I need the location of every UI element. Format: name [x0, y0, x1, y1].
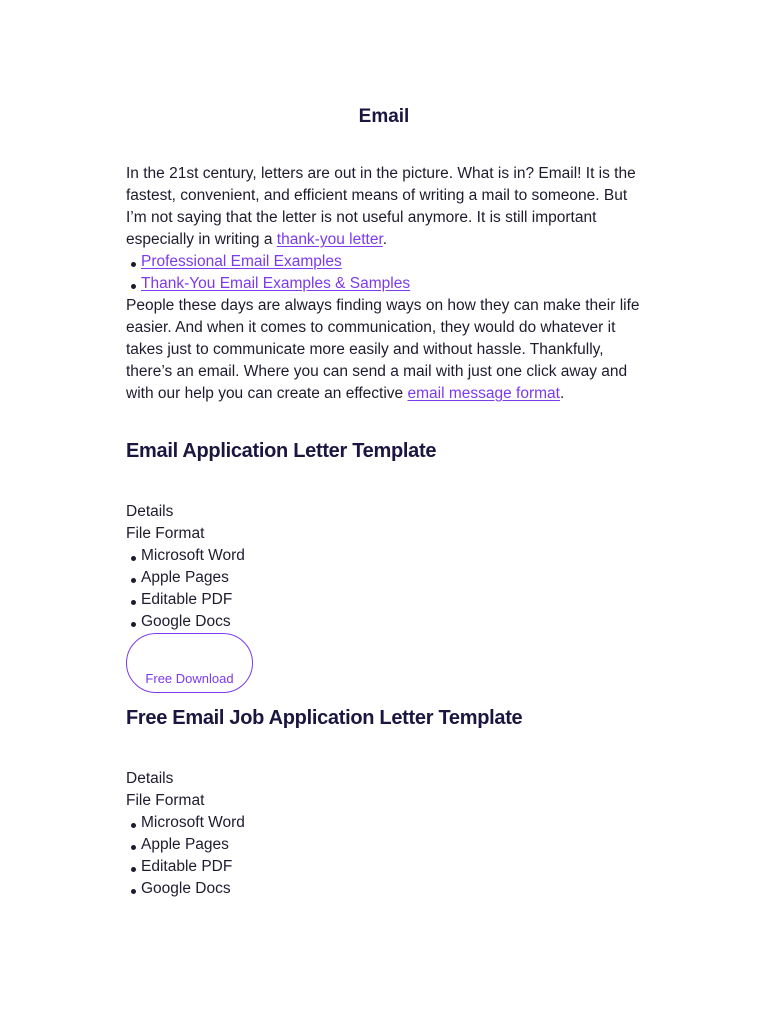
- intro-paragraph: [126, 163, 646, 251]
- free-download-label: Free Download: [145, 671, 234, 686]
- template-section-2: [126, 704, 686, 900]
- list-item: Apple Pages: [126, 567, 686, 589]
- details-label: Details: [126, 503, 174, 520]
- intro-text: In the 21st century, letters are out in the picture. What is in? Email! It is the fastest, convenient, and efficient means of writing a mail to someone. But I’m not saying that the letter is not useful anymore. It is still important especially in writing a: [126, 165, 636, 248]
- intro-end: .: [382, 231, 388, 248]
- template-details: [126, 768, 686, 900]
- list-item: Editable PDF: [126, 589, 686, 611]
- file-format-list: [126, 812, 686, 900]
- list-item: Google Docs: [126, 878, 686, 900]
- body-text: People these days are always finding ways on how they can make their life easier. And when it comes to communication, they would do whatever it takes just to communicate more easily and without hassle. Thankfully, there’s an email. Where you can send a mail with just one click away and with our help you can create an effective: [126, 297, 640, 402]
- file-format-list: [126, 545, 686, 633]
- list-item: Microsoft Word: [126, 545, 686, 567]
- thank-you-letter-link[interactable]: thank-you letter: [276, 231, 383, 248]
- free-download-button[interactable]: [126, 633, 253, 693]
- details-label: Details: [126, 770, 174, 787]
- list-item: Google Docs: [126, 611, 686, 633]
- list-item: Microsoft Word: [126, 812, 686, 834]
- file-format-label: File Format: [126, 792, 205, 809]
- list-item: Apple Pages: [126, 834, 686, 856]
- template-heading: Email Application Letter Template: [126, 440, 437, 462]
- body-end: .: [559, 385, 565, 402]
- thank-you-email-examples-link[interactable]: Thank-You Email Examples & Samples: [141, 275, 411, 292]
- template-section-1: [126, 437, 686, 693]
- template-details: [126, 501, 686, 633]
- list-item: [126, 251, 646, 273]
- body-paragraph: [126, 295, 646, 405]
- article-body: [126, 163, 646, 405]
- email-message-format-link[interactable]: email message format: [407, 385, 560, 402]
- list-item: [126, 273, 646, 295]
- file-format-label: File Format: [126, 525, 205, 542]
- list-item: Editable PDF: [126, 856, 686, 878]
- professional-email-examples-link[interactable]: Professional Email Examples: [141, 253, 342, 270]
- template-heading: Free Email Job Application Letter Template: [126, 707, 523, 729]
- related-links-list: [126, 251, 646, 295]
- page-title: Email: [358, 106, 410, 127]
